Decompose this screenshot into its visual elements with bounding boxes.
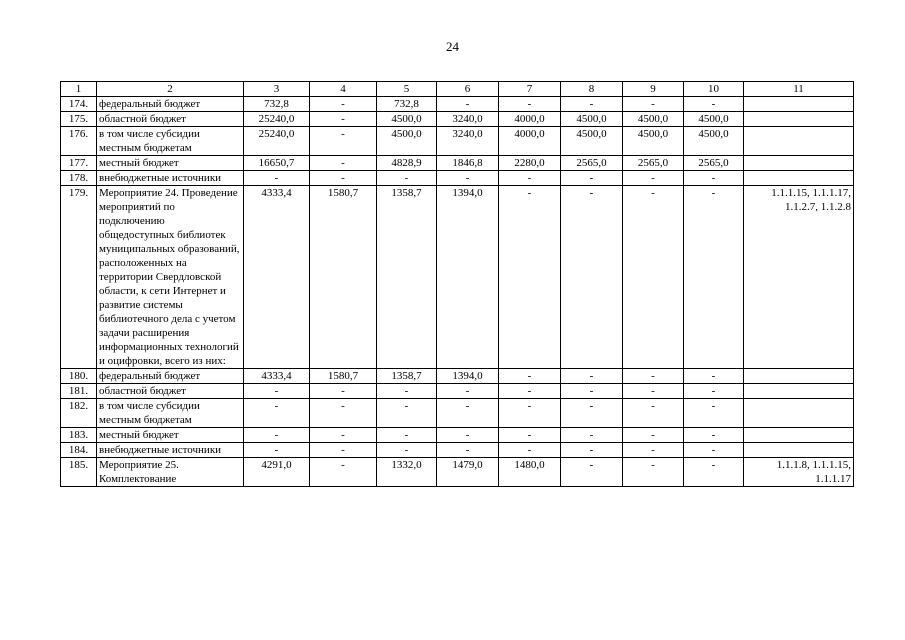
row-number-cell: 178. <box>61 171 97 186</box>
table-row <box>61 97 854 112</box>
value-cell: 4000,0 <box>499 112 561 127</box>
value-cell: - <box>684 399 744 428</box>
value-cell: - <box>310 399 377 428</box>
value-cell: - <box>377 443 437 458</box>
value-cell: 1846,8 <box>437 156 499 171</box>
value-cell: 1394,0 <box>437 186 499 369</box>
value-cell: - <box>684 171 744 186</box>
table-row <box>61 112 854 127</box>
value-cell: - <box>244 443 310 458</box>
value-cell: - <box>310 156 377 171</box>
value-cell: - <box>499 171 561 186</box>
value-cell: 732,8 <box>377 97 437 112</box>
table-row <box>61 384 854 399</box>
value-cell: - <box>499 186 561 369</box>
value-cell: - <box>623 171 684 186</box>
value-cell: 4333,4 <box>244 186 310 369</box>
value-cell: 4000,0 <box>499 127 561 156</box>
value-cell: - <box>623 443 684 458</box>
row-number-cell: 177. <box>61 156 97 171</box>
target-reference-cell <box>744 127 854 156</box>
header-cell: 3 <box>244 82 310 97</box>
value-cell: - <box>623 384 684 399</box>
table-row <box>61 399 854 428</box>
row-number-cell: 174. <box>61 97 97 112</box>
value-cell: - <box>499 97 561 112</box>
value-cell: 25240,0 <box>244 127 310 156</box>
item-name-cell: областной бюджет <box>97 384 244 399</box>
value-cell: - <box>310 112 377 127</box>
value-cell: - <box>499 384 561 399</box>
value-cell: - <box>623 399 684 428</box>
value-cell: - <box>684 186 744 369</box>
table-row <box>61 156 854 171</box>
value-cell: - <box>499 369 561 384</box>
target-reference-cell <box>744 156 854 171</box>
value-cell: - <box>310 458 377 487</box>
row-number-cell: 184. <box>61 443 97 458</box>
table-row <box>61 369 854 384</box>
value-cell: 732,8 <box>244 97 310 112</box>
value-cell: 4828,9 <box>377 156 437 171</box>
target-reference-cell <box>744 97 854 112</box>
target-reference-cell <box>744 443 854 458</box>
row-number-cell: 179. <box>61 186 97 369</box>
page-number: 24 <box>446 39 459 54</box>
target-reference-cell: 1.1.1.15, 1.1.1.17, 1.1.2.7, 1.1.2.8 <box>744 186 854 369</box>
target-reference-cell: 1.1.1.8, 1.1.1.15, 1.1.1.17 <box>744 458 854 487</box>
table-row <box>61 186 854 369</box>
value-cell: - <box>561 171 623 186</box>
value-cell: 4500,0 <box>623 112 684 127</box>
value-cell: - <box>310 171 377 186</box>
header-cell: 1 <box>61 82 97 97</box>
target-reference-cell <box>744 369 854 384</box>
value-cell: 4500,0 <box>623 127 684 156</box>
value-cell: - <box>684 428 744 443</box>
target-reference-cell <box>744 399 854 428</box>
value-cell: - <box>623 369 684 384</box>
value-cell: - <box>377 428 437 443</box>
value-cell: - <box>437 399 499 428</box>
row-number-cell: 183. <box>61 428 97 443</box>
table-header-row <box>61 82 854 97</box>
header-cell: 6 <box>437 82 499 97</box>
value-cell: - <box>244 428 310 443</box>
value-cell: - <box>684 458 744 487</box>
value-cell: 3240,0 <box>437 127 499 156</box>
value-cell: - <box>561 428 623 443</box>
header-cell: 11 <box>744 82 854 97</box>
header-cell: 2 <box>97 82 244 97</box>
value-cell: - <box>499 428 561 443</box>
value-cell: - <box>561 458 623 487</box>
row-number-cell: 176. <box>61 127 97 156</box>
value-cell: - <box>377 399 437 428</box>
value-cell: - <box>499 443 561 458</box>
value-cell: - <box>623 97 684 112</box>
value-cell: 4291,0 <box>244 458 310 487</box>
row-number-cell: 180. <box>61 369 97 384</box>
value-cell: - <box>310 127 377 156</box>
value-cell: - <box>310 443 377 458</box>
header-cell: 4 <box>310 82 377 97</box>
target-reference-cell <box>744 171 854 186</box>
value-cell: - <box>244 171 310 186</box>
target-reference-cell <box>744 428 854 443</box>
value-cell: - <box>623 186 684 369</box>
value-cell: 4500,0 <box>561 112 623 127</box>
value-cell: 1358,7 <box>377 369 437 384</box>
value-cell: - <box>684 97 744 112</box>
header-cell: 8 <box>561 82 623 97</box>
value-cell: - <box>310 428 377 443</box>
table-row <box>61 171 854 186</box>
header-cell: 7 <box>499 82 561 97</box>
value-cell: - <box>561 443 623 458</box>
value-cell: 4500,0 <box>377 127 437 156</box>
value-cell: - <box>310 384 377 399</box>
value-cell: - <box>437 384 499 399</box>
value-cell: - <box>623 428 684 443</box>
value-cell: - <box>561 97 623 112</box>
value-cell: 2565,0 <box>623 156 684 171</box>
item-name-cell: федеральный бюджет <box>97 97 244 112</box>
item-name-cell: местный бюджет <box>97 428 244 443</box>
item-name-cell: в том числе субсидии местным бюджетам <box>97 399 244 428</box>
value-cell: - <box>561 384 623 399</box>
table-row <box>61 127 854 156</box>
value-cell: - <box>684 384 744 399</box>
value-cell: - <box>499 399 561 428</box>
value-cell: 2565,0 <box>684 156 744 171</box>
value-cell: 1480,0 <box>499 458 561 487</box>
item-name-cell: в том числе субсидии местным бюджетам <box>97 127 244 156</box>
header-cell: 9 <box>623 82 684 97</box>
value-cell: 4333,4 <box>244 369 310 384</box>
table-row <box>61 428 854 443</box>
value-cell: - <box>437 428 499 443</box>
item-name-cell: областной бюджет <box>97 112 244 127</box>
value-cell: 1580,7 <box>310 369 377 384</box>
value-cell: 2565,0 <box>561 156 623 171</box>
value-cell: 4500,0 <box>684 127 744 156</box>
value-cell: - <box>561 369 623 384</box>
item-name-cell: внебюджетные источники <box>97 443 244 458</box>
value-cell: 4500,0 <box>561 127 623 156</box>
value-cell: 2280,0 <box>499 156 561 171</box>
table-body <box>61 82 854 487</box>
value-cell: - <box>561 186 623 369</box>
target-reference-cell <box>744 384 854 399</box>
value-cell: - <box>623 458 684 487</box>
row-number-cell: 182. <box>61 399 97 428</box>
value-cell: - <box>310 97 377 112</box>
value-cell: - <box>244 384 310 399</box>
value-cell: 1580,7 <box>310 186 377 369</box>
value-cell: 1358,7 <box>377 186 437 369</box>
target-reference-cell <box>744 112 854 127</box>
value-cell: - <box>437 171 499 186</box>
value-cell: 1394,0 <box>437 369 499 384</box>
table-row <box>61 458 854 487</box>
row-number-cell: 181. <box>61 384 97 399</box>
header-cell: 10 <box>684 82 744 97</box>
item-name-cell: внебюджетные источники <box>97 171 244 186</box>
value-cell: - <box>561 399 623 428</box>
value-cell: - <box>437 443 499 458</box>
value-cell: - <box>684 369 744 384</box>
budget-table <box>60 81 854 487</box>
item-name-cell: федеральный бюджет <box>97 369 244 384</box>
value-cell: 25240,0 <box>244 112 310 127</box>
value-cell: 16650,7 <box>244 156 310 171</box>
row-number-cell: 185. <box>61 458 97 487</box>
value-cell: - <box>684 443 744 458</box>
value-cell: - <box>377 171 437 186</box>
value-cell: 4500,0 <box>684 112 744 127</box>
item-name-cell: Мероприятие 24. Проведение мероприятий по подключению общедоступных библиотек муниципальных образований, расположенных на территории Свердловской области, к сети Интернет и развитие системы библиотечного дела с учетом задачи расширения информационных технологий и оцифровки, всего из них: <box>97 186 244 369</box>
value-cell: - <box>377 384 437 399</box>
value-cell: 3240,0 <box>437 112 499 127</box>
value-cell: 1479,0 <box>437 458 499 487</box>
item-name-cell: местный бюджет <box>97 156 244 171</box>
header-cell: 5 <box>377 82 437 97</box>
item-name-cell: Мероприятие 25. Комплектование <box>97 458 244 487</box>
value-cell: 4500,0 <box>377 112 437 127</box>
value-cell: - <box>244 399 310 428</box>
value-cell: 1332,0 <box>377 458 437 487</box>
row-number-cell: 175. <box>61 112 97 127</box>
value-cell: - <box>437 97 499 112</box>
table-row <box>61 443 854 458</box>
